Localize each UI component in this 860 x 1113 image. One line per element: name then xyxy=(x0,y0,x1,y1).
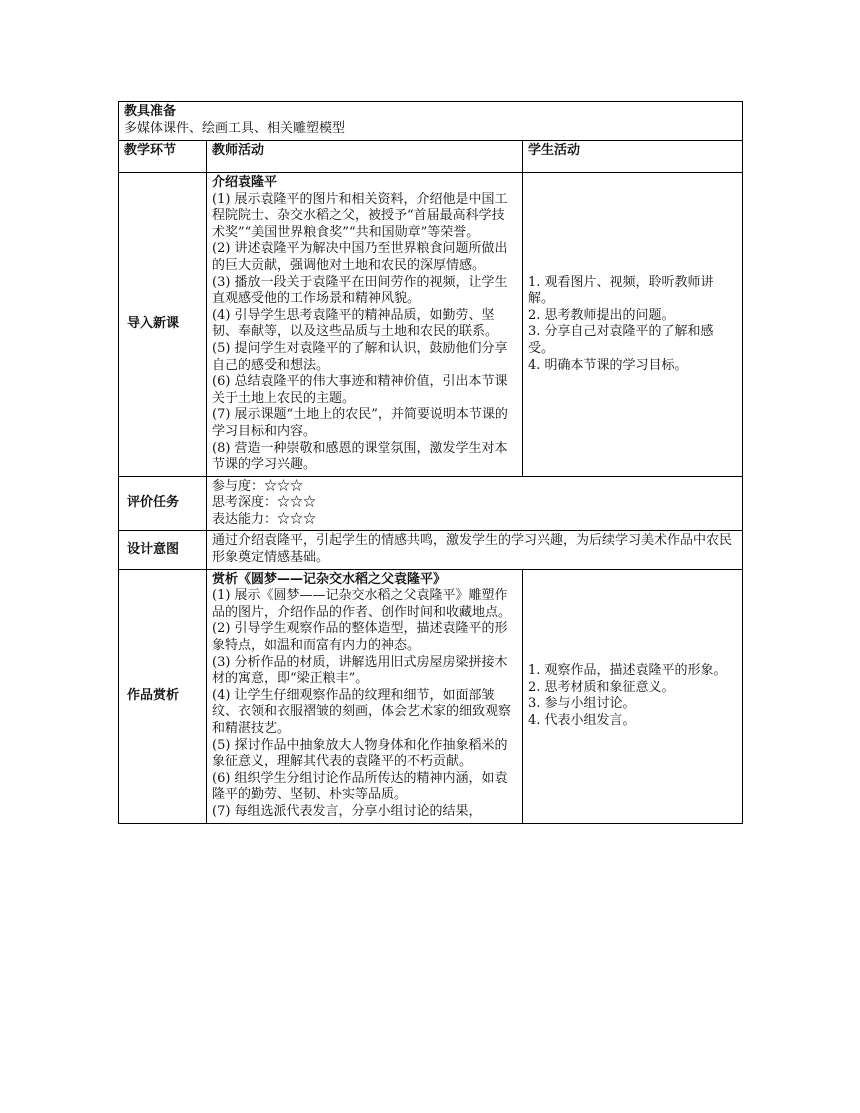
design-content: 通过介绍袁隆平，引起学生的情感共鸣，激发学生的学习兴趣，为后续学习美术作品中农民形象奠定情感基础。 xyxy=(207,531,743,569)
appreciation-student-item: 2. 思考材质和象征意义。 xyxy=(528,679,675,695)
evaluation-item: 参与度：☆☆☆ xyxy=(212,478,304,494)
intro-teacher-item: (1) 展示袁隆平的图片和相关资料，介绍他是中国工程院院士、杂交水稻之父，被授予“首届最高科学技术奖”“美国世界粮食奖”“共和国勋章”等荣誉。 xyxy=(212,191,508,240)
intro-teacher-item: (4) 引导学生思考袁隆平的精神品质，如勤劳、坚韧、奉献等，以及这些品质与土地和农民的联系。 xyxy=(212,307,499,340)
evaluation-row xyxy=(119,476,743,531)
prep-title: 教具准备 xyxy=(124,104,177,119)
evaluation-item: 表达能力：☆☆☆ xyxy=(212,511,317,527)
intro-teacher-item: (8) 营造一种崇敬和感恩的课堂氛围，激发学生对本节课的学习兴趣。 xyxy=(212,440,508,473)
header-student: 学生活动 xyxy=(523,141,743,173)
header-stage: 教学环节 xyxy=(119,141,207,173)
appreciation-teacher-item: (4) 让学生仔细观察作品的纹理和细节，如面部皱纹、衣领和衣服褶皱的刻画，体会艺术家的细致观察和精湛技艺。 xyxy=(212,687,512,736)
intro-teacher-title: 介绍袁隆平 xyxy=(212,175,278,190)
appreciation-teacher-item: (2) 引导学生观察作品的整体造型，描述袁隆平的形象特点，如温和而富有内力的神态。 xyxy=(212,621,508,654)
intro-teacher-item: (7) 展示课题“土地上的农民”，并简要说明本节课的学习目标和内容。 xyxy=(212,407,508,439)
appreciation-stage: 作品赏析 xyxy=(119,569,207,823)
prep-content: 多媒体课件、绘画工具、相关雕塑模型 xyxy=(124,120,346,136)
evaluation-stage: 评价任务 xyxy=(119,476,207,531)
evaluation-cell xyxy=(207,476,743,531)
intro-student-item: 4. 明确本节课的学习目标。 xyxy=(528,357,688,373)
appreciation-teacher-cell xyxy=(207,569,523,823)
intro-teacher-item: (6) 总结袁隆平的伟大事迹和精神价值，引出本节课关于土地上农民的主题。 xyxy=(212,374,508,406)
intro-stage: 导入新课 xyxy=(119,173,207,477)
intro-student-cell xyxy=(523,173,743,477)
intro-student-item: 2. 思考教师提出的问题。 xyxy=(528,307,675,323)
intro-teacher-item: (3) 播放一段关于袁隆平在田间劳作的视频，让学生直观感受他的工作场景和精神风貌。 xyxy=(212,274,508,307)
appreciation-teacher-item: (3) 分析作品的材质，讲解选用旧式房屋房梁拼接木材的寓意，即“梁正粮丰”。 xyxy=(212,654,508,687)
intro-student-item: 3. 分享自己对袁隆平的了解和感受。 xyxy=(528,324,714,356)
design-row xyxy=(119,531,743,569)
appreciation-teacher-item: (6) 组织学生分组讨论作品所传达的精神内涵，如袁隆平的勤劳、坚韧、朴实等品质。 xyxy=(212,770,508,803)
intro-teacher-cell xyxy=(207,173,523,477)
header-row xyxy=(119,141,743,173)
prep-row xyxy=(119,102,743,141)
header-teacher: 教师活动 xyxy=(207,141,523,173)
prep-cell xyxy=(119,102,743,141)
appreciation-row xyxy=(119,569,743,823)
intro-student-item: 1. 观看图片、视频，聆听教师讲解。 xyxy=(528,274,714,307)
appreciation-teacher-item: (7) 每组选派代表发言，分享小组讨论的结果， xyxy=(212,803,482,819)
appreciation-teacher-item: (1) 展示《圆梦——记杂交水稻之父袁隆平》雕塑作品的图片，介绍作品的作者、创作时间和收藏地点。 xyxy=(212,588,512,620)
appreciation-student-cell xyxy=(523,569,743,823)
design-stage: 设计意图 xyxy=(119,531,207,569)
appreciation-teacher-title: 赏析《圆梦——记杂交水稻之父袁隆平》 xyxy=(212,571,447,587)
appreciation-student-item: 1. 观察作品，描述袁隆平的形象。 xyxy=(528,662,727,678)
appreciation-student-item: 3. 参与小组讨论。 xyxy=(528,696,636,712)
appreciation-student-item: 4. 代表小组发言。 xyxy=(528,712,636,728)
intro-teacher-item: (5) 提问学生对袁隆平的了解和认识，鼓励他们分享自己的感受和想法。 xyxy=(212,340,508,373)
intro-row xyxy=(119,173,743,477)
evaluation-item: 思考深度：☆☆☆ xyxy=(212,495,317,511)
intro-teacher-item: (2) 讲述袁隆平为解决中国乃至世界粮食问题所做出的巨大贡献，强调他对土地和农民的深厚情感。 xyxy=(212,241,508,273)
appreciation-teacher-item: (5) 探讨作品中抽象放大人物身体和化作抽象稻米的象征意义，理解其代表的袁隆平的不朽贡献。 xyxy=(212,737,508,770)
lesson-plan-table xyxy=(118,101,743,824)
